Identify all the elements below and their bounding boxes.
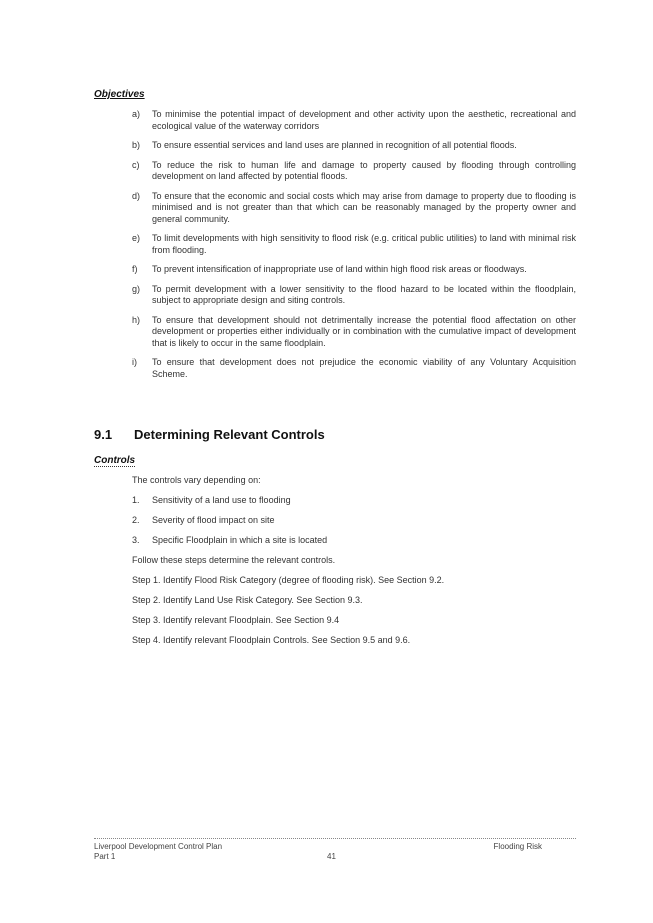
objective-label: e): [132, 233, 141, 243]
controls-intro: The controls vary depending on:: [132, 475, 261, 485]
objectives-list: [94, 109, 576, 388]
footer-document-title: Liverpool Development Control Plan: [94, 842, 223, 851]
objective-label: a): [132, 109, 141, 119]
section-heading: [94, 427, 325, 442]
item-number: 3.: [132, 535, 140, 545]
step-line: Step 4. Identify relevant Floodplain Controls. See Section 9.5 and 9.6.: [132, 635, 411, 645]
objective-text: To ensure that development should not detrimentally increase the potential flood affectation on other development or properties either individually or in combination with the cumulative impact of development that is likely to occur in the same floodplain.: [152, 314, 576, 348]
footer-part: Part 1: [94, 852, 116, 861]
objective-text: To reduce the risk to human life and damage to property caused by flooding through controlling development on land affected by potential floods.: [152, 159, 576, 181]
step-line: Step 2. Identify Land Use Risk Category. See Section 9.3.: [132, 595, 363, 605]
objective-label: g): [132, 283, 141, 294]
footer-divider: [94, 838, 576, 839]
objectives-heading: Objectives: [94, 89, 145, 100]
objective-item: [94, 140, 576, 152]
item-text: Severity of flood impact on site: [152, 515, 275, 525]
objective-item: [94, 357, 576, 380]
objective-item: [94, 233, 576, 256]
objective-label: i): [132, 357, 137, 367]
objective-text: To ensure essential services and land uses are planned in recognition of all potential floods.: [152, 140, 517, 150]
section-title: Determining Relevant Controls: [134, 427, 325, 442]
objective-text: To limit developments with high sensitivity to flood risk (e.g. critical public utilities) to land with minimal risk from flooding.: [152, 233, 576, 255]
step-line: Step 3. Identify relevant Floodplain. See Section 9.4: [132, 615, 340, 625]
controls-body: [132, 474, 582, 654]
controls-heading: Controls: [94, 455, 136, 466]
objective-text: To ensure that development does not prejudice the economic viability of any Voluntary Acquisition Scheme.: [152, 357, 576, 379]
objective-text: To prevent intensification of inappropriate use of land within high flood risk areas or floodways.: [152, 264, 527, 274]
objective-item: [94, 264, 576, 276]
step-line: Step 1. Identify Flood Risk Category (degree of flooding risk). See Section 9.2.: [132, 575, 445, 585]
objective-label: c): [132, 159, 140, 170]
objective-item: [94, 315, 576, 350]
item-number: 2.: [132, 515, 140, 525]
objective-label: b): [132, 140, 141, 150]
objective-label: f): [132, 264, 138, 274]
page-number: 41: [327, 852, 336, 861]
numbered-item: [132, 494, 582, 514]
numbered-item: [132, 514, 582, 534]
footer-section-name: Flooding Risk: [493, 842, 542, 851]
item-text: Sensitivity of a land use to flooding: [152, 495, 291, 505]
follow-steps-text: Follow these steps determine the relevant controls.: [132, 555, 336, 565]
objective-item: [94, 160, 576, 183]
item-number: 1.: [132, 495, 140, 505]
item-text: Specific Floodplain in which a site is located: [152, 535, 328, 545]
objective-text: To permit development with a lower sensitivity to the flood hazard to be located within the floodplain, subject to appropriate design and siting controls.: [152, 283, 576, 305]
objective-label: h): [132, 314, 141, 325]
objective-text: To ensure that the economic and social costs which may arise from damage to property due to flooding is minimised and is not greater than that which can be reasonably managed by the property owner and general community.: [152, 190, 576, 224]
objective-item: [94, 109, 576, 132]
objective-item: [94, 191, 576, 226]
numbered-item: [132, 534, 582, 554]
section-number: 9.1: [94, 427, 113, 442]
objective-text: To minimise the potential impact of development and other activity upon the aesthetic, recreational and ecological value of the waterway corridors: [152, 109, 576, 131]
objective-item: [94, 284, 576, 307]
objective-label: d): [132, 190, 141, 201]
